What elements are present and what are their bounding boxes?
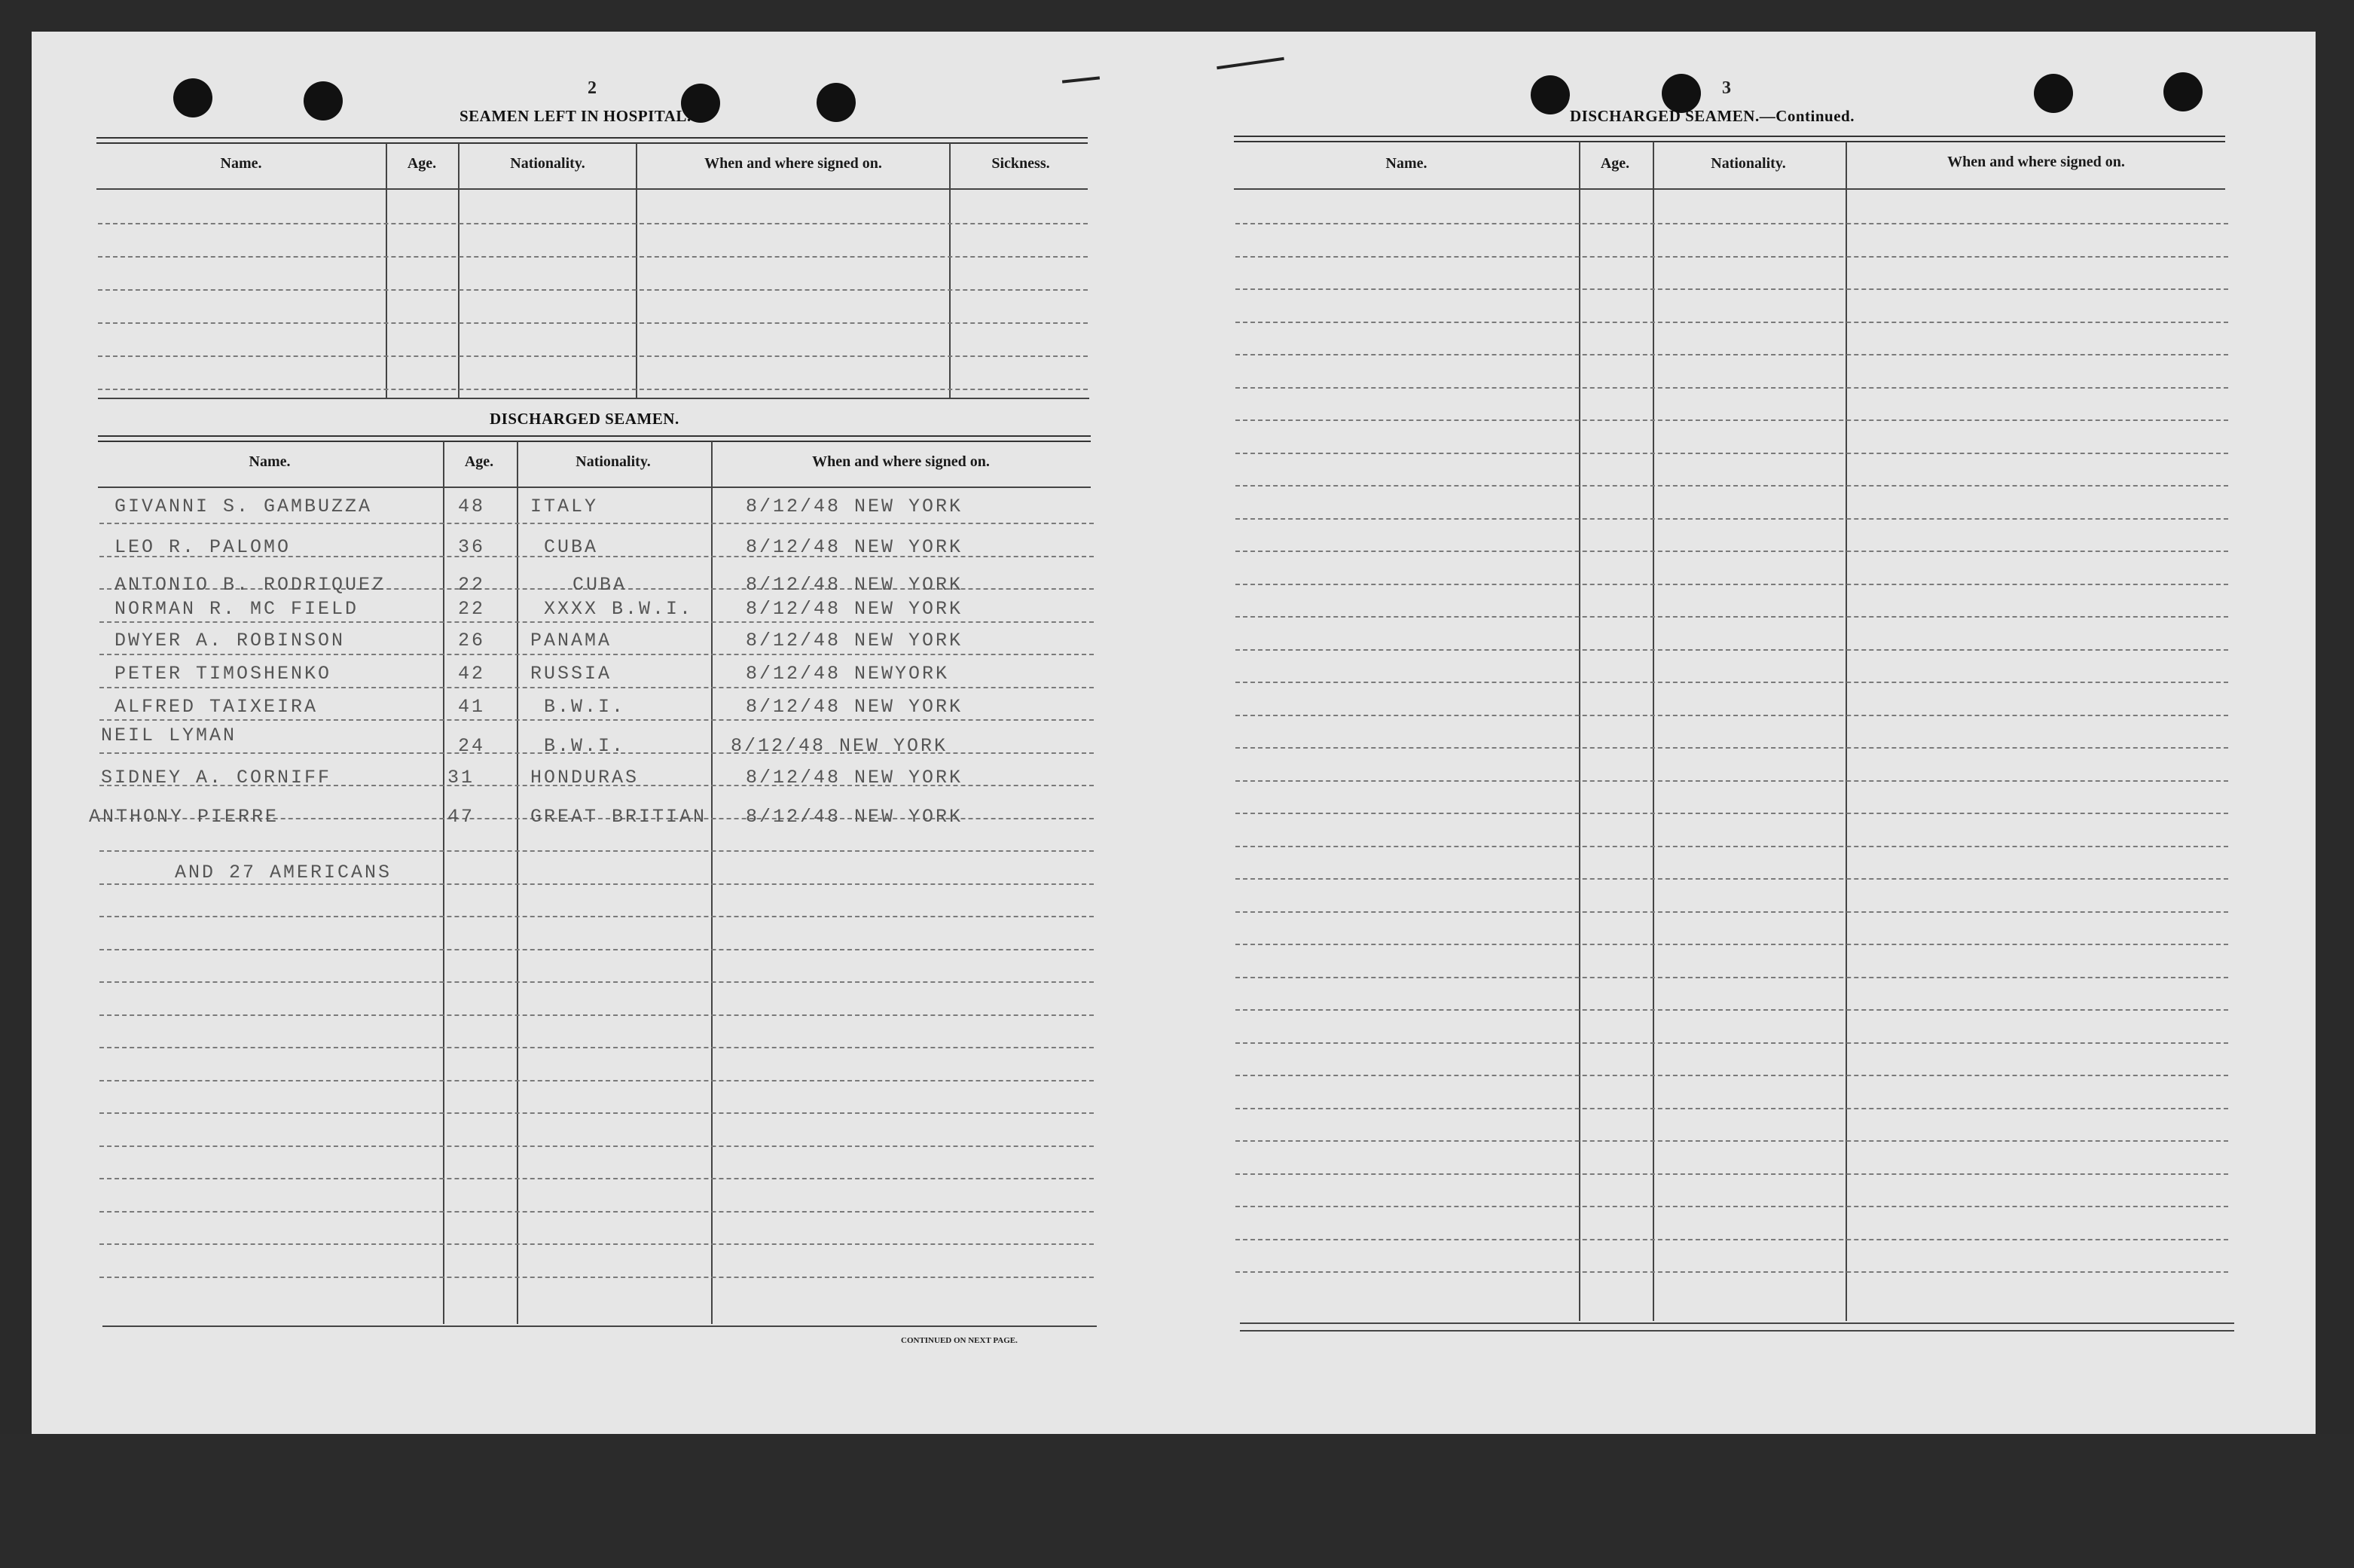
page-number-right: 3: [1722, 78, 1731, 98]
discharged-section-title: DISCHARGED SEAMEN.: [490, 410, 679, 428]
column-divider: [1846, 142, 1847, 1321]
punch-hole: [173, 78, 212, 117]
entry-name: LEO R. PALOMO: [114, 536, 292, 558]
punch-hole: [1531, 75, 1570, 114]
row-line: [1235, 682, 2228, 683]
entry-signed-on: 8/12/48 NEW YORK: [746, 496, 963, 517]
scan-border: [0, 1434, 2354, 1568]
hospital-section-title: SEAMEN LEFT IN HOSPITAL.: [460, 107, 692, 125]
table-rule: [1240, 1330, 2234, 1332]
row-line: [98, 289, 1088, 291]
entry-signed-on: 8/12/48 NEW YORK: [746, 574, 963, 596]
entry-age: 47: [447, 806, 475, 828]
entry-name: ALFRED TAIXEIRA: [114, 696, 319, 718]
column-header-name: Name.: [1385, 155, 1427, 172]
row-line: [1235, 1140, 2228, 1142]
table-rule: [98, 398, 1089, 399]
row-line: [99, 1277, 1094, 1278]
row-line: [1235, 715, 2228, 716]
table-rule: [96, 137, 1088, 144]
row-line: [1235, 1009, 2228, 1011]
row-line: [98, 223, 1088, 224]
column-header-nationality: Nationality.: [510, 155, 585, 172]
row-line: [99, 1014, 1094, 1016]
entry-nationality: B.W.I.: [544, 735, 626, 757]
row-line: [1235, 747, 2228, 749]
row-line: [1235, 256, 2228, 258]
row-line: [99, 523, 1094, 524]
column-header-age: Age.: [1600, 155, 1630, 172]
continued-note: CONTINUED ON NEXT PAGE.: [901, 1336, 1018, 1345]
row-line: [99, 1112, 1094, 1114]
column-header-name: Name.: [249, 453, 291, 470]
row-line: [1235, 485, 2228, 487]
column-header-signed-on: When and where signed on.: [1947, 154, 2125, 170]
row-line: [1235, 1173, 2228, 1175]
entry-age: 31: [447, 767, 475, 789]
entry-nationality: XXXX B.W.I.: [544, 598, 694, 620]
column-divider: [1653, 142, 1654, 1321]
row-line: [99, 1145, 1094, 1147]
punch-hole: [304, 81, 343, 120]
punch-hole: [817, 83, 856, 122]
table-rule: [1240, 1322, 2234, 1324]
table-rule: [98, 435, 1091, 442]
entry-name: PETER TIMOSHENKO: [114, 663, 332, 685]
entry-nationality: HONDURAS: [530, 767, 640, 789]
column-header-nationality: Nationality.: [1711, 155, 1786, 172]
row-line: [1235, 1108, 2228, 1109]
entry-age: 24: [458, 735, 486, 757]
row-line: [99, 719, 1094, 721]
row-line: [1235, 288, 2228, 290]
entry-name: DWYER A. ROBINSON: [114, 630, 346, 651]
column-divider: [386, 143, 387, 399]
entry-signed-on: 8/12/48 NEW YORK: [746, 536, 963, 558]
row-line: [1235, 616, 2228, 618]
row-line: [1235, 1206, 2228, 1207]
entry-name: ANTHONY PIERRE: [89, 806, 279, 828]
row-line: [1235, 584, 2228, 585]
column-header-name: Name.: [220, 155, 262, 172]
entry-age: 41: [458, 696, 486, 718]
row-line: [1235, 223, 2228, 224]
column-divider: [1579, 142, 1580, 1321]
entry-age: 22: [458, 598, 486, 620]
ledger-sheet: [32, 32, 2316, 1434]
row-line: [99, 687, 1094, 688]
entry-nationality: ITALY: [530, 496, 599, 517]
row-line: [1235, 911, 2228, 913]
column-header-nationality: Nationality.: [576, 453, 651, 470]
row-line: [99, 1211, 1094, 1213]
entry-nationality: GREAT BRITIAN: [530, 806, 707, 828]
entry-signed-on: 8/12/48 NEW YORK: [746, 630, 963, 651]
column-header-age: Age.: [464, 453, 494, 470]
row-line: [99, 1047, 1094, 1048]
entry-age: 36: [458, 536, 486, 558]
row-line: [99, 654, 1094, 655]
row-line: [1235, 977, 2228, 978]
row-line: [99, 621, 1094, 623]
row-line: [1235, 780, 2228, 782]
row-line: [99, 1080, 1094, 1081]
table-rule: [102, 1325, 1097, 1327]
entry-name: GIVANNI S. GAMBUZZA: [114, 496, 373, 517]
entry-signed-on: 8/12/48 NEW YORK: [746, 696, 963, 718]
entry-signed-on: 8/12/48 NEW YORK: [731, 735, 948, 757]
entry-signed-on: 8/12/48 NEW YORK: [746, 806, 963, 828]
entry-nationality: B.W.I.: [544, 696, 626, 718]
row-line: [1235, 354, 2228, 355]
row-line: [1235, 453, 2228, 454]
column-header-sickness: Sickness.: [991, 155, 1050, 172]
entry-nationality: CUBA: [572, 574, 627, 596]
entry-name: NEIL LYMAN: [101, 725, 237, 746]
entry-signed-on: 8/12/48 NEW YORK: [746, 767, 963, 789]
entry-name: SIDNEY A. CORNIFF: [101, 767, 332, 789]
row-line: [1235, 1075, 2228, 1076]
row-line: [99, 850, 1094, 852]
header-rule: [1234, 188, 2225, 190]
row-line: [1235, 322, 2228, 323]
entry-signed-on: 8/12/48 NEWYORK: [746, 663, 950, 685]
row-line: [1235, 878, 2228, 880]
entry-nationality: PANAMA: [530, 630, 612, 651]
row-line: [1235, 1239, 2228, 1240]
column-header-signed-on: When and where signed on.: [704, 155, 882, 172]
americans-note: AND 27 AMERICANS: [175, 862, 392, 883]
column-divider: [636, 143, 637, 399]
entry-name: ANTONIO B. RODRIQUEZ: [114, 574, 386, 596]
row-line: [98, 389, 1088, 390]
punch-hole: [2163, 72, 2203, 111]
row-line: [99, 1178, 1094, 1179]
column-header-age: Age.: [407, 155, 437, 172]
header-rule: [98, 487, 1091, 488]
entry-nationality: CUBA: [544, 536, 599, 558]
row-line: [1235, 387, 2228, 389]
row-line: [1235, 419, 2228, 421]
row-line: [99, 1243, 1094, 1245]
row-line: [1235, 551, 2228, 552]
punch-hole: [2034, 74, 2073, 113]
row-line: [98, 256, 1088, 258]
right-page-title: DISCHARGED SEAMEN.—Continued.: [1570, 107, 1855, 125]
column-divider: [949, 143, 951, 399]
column-header-signed-on: When and where signed on.: [812, 453, 990, 470]
row-line: [1235, 813, 2228, 814]
row-line: [1235, 649, 2228, 651]
page-number-left: 2: [588, 78, 597, 98]
row-line: [1235, 944, 2228, 945]
row-line: [1235, 518, 2228, 520]
column-divider: [458, 143, 460, 399]
row-line: [1235, 1042, 2228, 1044]
entry-nationality: RUSSIA: [530, 663, 612, 685]
row-line: [1235, 1271, 2228, 1273]
entry-signed-on: 8/12/48 NEW YORK: [746, 598, 963, 620]
table-rule: [1234, 136, 2225, 142]
row-line: [99, 981, 1094, 983]
entry-age: 22: [458, 574, 486, 596]
row-line: [1235, 846, 2228, 847]
entry-age: 48: [458, 496, 486, 517]
row-line: [99, 949, 1094, 950]
entry-age: 26: [458, 630, 486, 651]
entry-age: 42: [458, 663, 486, 685]
row-line: [99, 916, 1094, 917]
header-rule: [96, 188, 1088, 190]
row-line: [98, 355, 1088, 357]
entry-name: NORMAN R. MC FIELD: [114, 598, 359, 620]
row-line: [98, 322, 1088, 324]
